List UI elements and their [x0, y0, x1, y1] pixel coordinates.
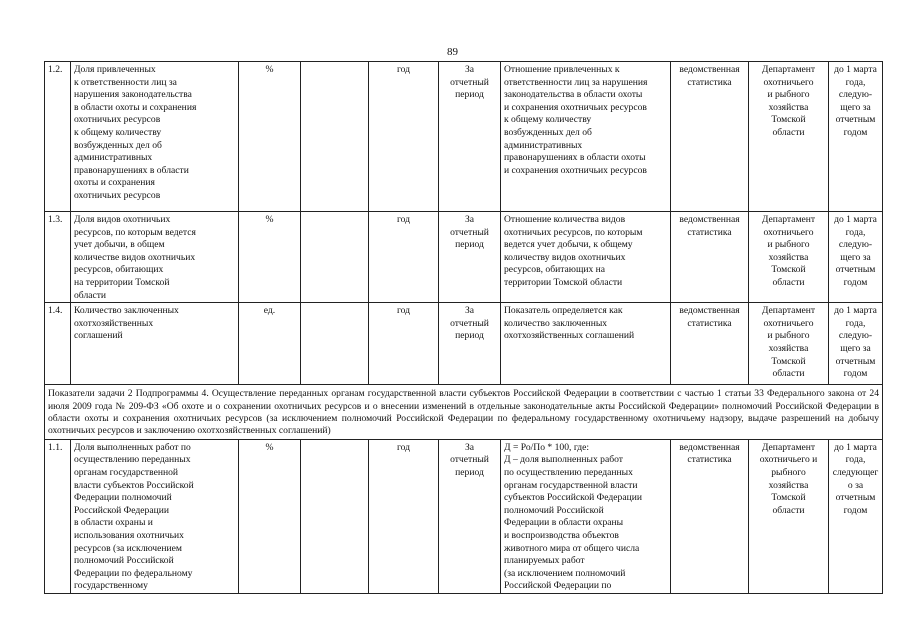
row-number: 1.1.	[45, 439, 71, 593]
indicator-name: Доля видов охотничьих ресурсов, по которым ведется учет добычи, в общем количестве видов охотничьих ресурсов, обитающих на территории Томской области	[71, 212, 239, 303]
empty-cell	[301, 62, 369, 212]
indicator-name: Доля выполненных работ по осуществлению переданных органам государственной власти субъектов Российской Федерации полномочий Российской Федерации в области охраны и использования охотничьих ресурсов (за исключением полномочий Российской Федерации по федеральному государственному	[71, 439, 239, 593]
indicators-table	[44, 61, 883, 594]
unit-of-measure: %	[239, 62, 301, 212]
deadline: до 1 марта года, следующег о за отчетным годом	[829, 439, 883, 593]
deadline: до 1 марта года, следую- щего за отчетным годом	[829, 62, 883, 212]
row-number: 1.3.	[45, 212, 71, 303]
unit-of-measure: %	[239, 212, 301, 303]
frequency: год	[369, 303, 439, 385]
time-period: За отчетный период	[439, 303, 501, 385]
section-heading: Показатели задачи 2 Подпрограммы 4. Осуществление переданных органам государственной власти субъектов Российской Федерации в соответствии с частью 1 статьи 33 Федерального закона от 24 июля 2009 года № 209-ФЗ «Об охоте и о сохранении охотничьих ресурсов и о внесении изменений в отдельные законодательные акты Российской Федерации» полномочий Российской Федерации в области охоты и сохранения охотничьих ресурсов (за исключением полномочий Российской Федерации по федеральному государственному охотничьему надзору, выдаче разрешений на добычу охотничьих ресурсов и заключению охотхозяйственных соглашений)	[45, 385, 883, 440]
responsible-body: Департамент охотничьего и рыбного хозяйства Томской области	[749, 439, 829, 593]
data-source: ведомственная статистика	[671, 439, 749, 593]
frequency: год	[369, 439, 439, 593]
empty-cell	[301, 439, 369, 593]
frequency: год	[369, 212, 439, 303]
responsible-body: Департамент охотничьего и рыбного хозяйства Томской области	[749, 62, 829, 212]
row-number: 1.4.	[45, 303, 71, 385]
table-row	[45, 303, 883, 385]
unit-of-measure: %	[239, 439, 301, 593]
page-number: 89	[447, 46, 458, 58]
deadline: до 1 марта года, следую- щего за отчетным годом	[829, 212, 883, 303]
data-source: ведомственная статистика	[671, 212, 749, 303]
time-period: За отчетный период	[439, 439, 501, 593]
row-number: 1.2.	[45, 62, 71, 212]
deadline: до 1 марта года, следую- щего за отчетным годом	[829, 303, 883, 385]
time-period: За отчетный период	[439, 212, 501, 303]
data-source: ведомственная статистика	[671, 62, 749, 212]
unit-of-measure: ед.	[239, 303, 301, 385]
empty-cell	[301, 212, 369, 303]
responsible-body: Департамент охотничьего и рыбного хозяйства Томской области	[749, 212, 829, 303]
calculation-method: Отношение привлеченных к ответственности лиц за нарушения законодательства в области охоты и сохранения охотничьих ресурсов к общему количеству возбужденных дел об административных правонарушениях в области охоты и сохранения охотничьих ресурсов	[501, 62, 671, 212]
responsible-body: Департамент охотничьего и рыбного хозяйства Томской области	[749, 303, 829, 385]
table-row	[45, 212, 883, 303]
table-row	[45, 62, 883, 212]
indicator-name: Количество заключенных охотхозяйственных соглашений	[71, 303, 239, 385]
data-source: ведомственная статистика	[671, 303, 749, 385]
calculation-method: Показатель определяется как количество заключенных охотхозяйственных соглашений	[501, 303, 671, 385]
empty-cell	[301, 303, 369, 385]
frequency: год	[369, 62, 439, 212]
calculation-method: Д = Ро/По * 100, где: Д – доля выполненных работ по осуществлению переданных органам государственной власти субъектов Российской Федерации полномочий Российской Федерации в области охраны и воспроизводства объектов животного мира от общего числа планируемых работ (за исключением полномочий Российской Федерации по	[501, 439, 671, 593]
calculation-method: Отношение количества видов охотничьих ресурсов, по которым ведется учет добычи, к общему количеству видов охотничьих ресурсов, обитающих на территории Томской области	[501, 212, 671, 303]
table-row	[45, 439, 883, 593]
section-heading-row	[45, 385, 883, 440]
indicator-name: Доля привлеченных к ответственности лиц за нарушения законодательства в области охоты и сохранения охотничьих ресурсов к общему количеству возбужденных дел об административных правонарушениях в области охоты и сохранения охотничьих ресурсов	[71, 62, 239, 212]
time-period: За отчетный период	[439, 62, 501, 212]
